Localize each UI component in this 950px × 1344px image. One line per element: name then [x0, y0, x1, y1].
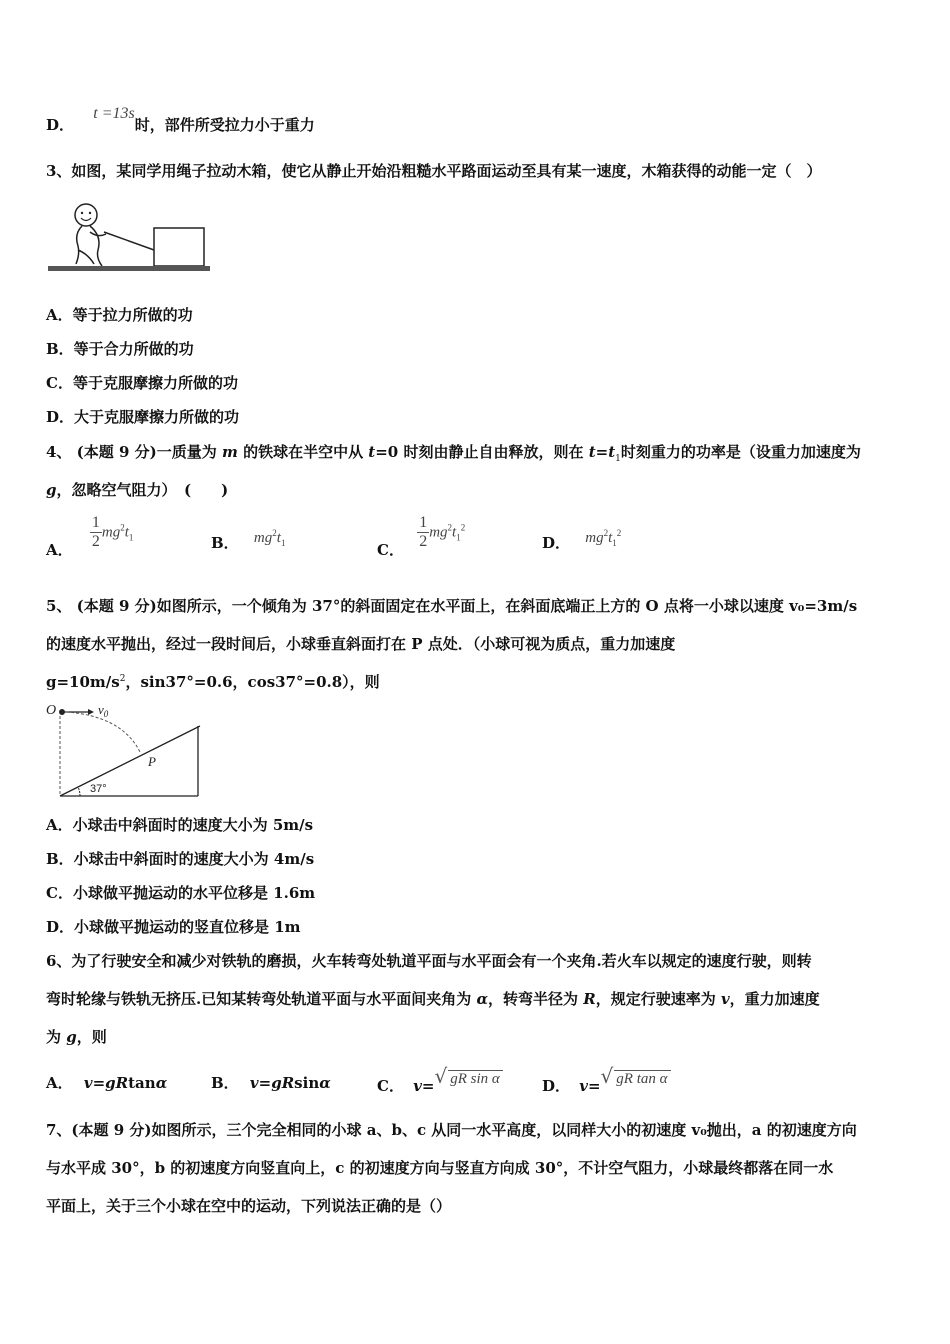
rope	[104, 232, 154, 250]
q7-stem-line1: 7、(本题 9 分)如图所示，三个完全相同的小球 a、b、c 从同一水平高度，以同样大小的初速度 v₀抛出，a 的初速度方向	[46, 1121, 857, 1139]
incline	[60, 728, 196, 796]
q6-option-c: C． v=√ gR sin α	[377, 1064, 503, 1088]
q3-stem: 3、如图，某同学用绳子拉动木箱，使它从静止开始沿粗糙水平路面运动至具有某一速度，木箱获得的动能一定（ ）	[46, 162, 822, 180]
q5-figure-incline-projectile	[44, 700, 204, 800]
q5-option-c: C．小球做平抛运动的水平位移是 1.6m	[46, 884, 316, 902]
q2-option-d: D． t =13s时，部件所受拉力小于重力	[46, 105, 315, 134]
person-body	[76, 226, 82, 264]
q5-option-b: B．小球击中斜面时的速度大小为 4m/s	[46, 850, 315, 868]
q6-stem-line2: 弯时轮缘与铁轨无挤压.已知某转弯处轨道平面与水平面间夹角为 α，转弯半径为 R，规定行驶速率为 v，重力加速度	[46, 990, 820, 1008]
q7-stem-line3: 平面上，关于三个小球在空中的运动，下列说法正确的是（）	[46, 1197, 452, 1215]
q5-stem-line3: $g=10m/s^2$，sin37°=0.6，cos37°=0.8），则	[46, 673, 380, 691]
q4-stem-line1: 4、 (本题 9 分)一质量为 m 的铁球在半空中从 t=0 时刻由静止自由释放，则在 $t=t_1$时刻重力的功率是（设重力加速度为	[46, 443, 861, 464]
q4-option-c-fraction: $\frac{1}{2}$	[419, 514, 428, 550]
q5-stem-line2: 的速度水平抛出，经过一段时间后，小球垂直斜面打在 P 点处．（小球可视为质点，重力加速度	[46, 635, 676, 653]
ground	[48, 266, 210, 271]
q6-option-a: A． v=gRtanα	[46, 1074, 168, 1092]
q4-option-c: C． $\frac{1}{2}$ $mg^2t_1^2$	[377, 514, 466, 559]
angle-label: 37°	[90, 783, 107, 795]
q5-option-d: D．小球做平抛运动的竖直位移是 1m	[46, 918, 301, 936]
q6-option-b: B． v=gRsinα	[211, 1074, 331, 1092]
q7-stem-line2: 与水平成 30°，b 的初速度方向竖直向上，c 的初速度方向与竖直方向成 30°，不计空气阻力，小球最终都落在同一水	[46, 1159, 834, 1177]
v0-label: $v_0$	[98, 702, 109, 719]
q3-option-b: B．等于合力所做的功	[46, 340, 194, 358]
q6-stem-line1: 6、为了行驶安全和减少对铁轨的磨损，火车转弯处轨道平面与水平面会有一个夹角.若火车以规定的速度行驶，则转	[46, 952, 812, 970]
q6-stem-line3: 为 g，则	[46, 1028, 107, 1046]
q4-stem-line2: g，忽略空气阻力） ( )	[46, 481, 229, 499]
q2-option-d-math: t =13s	[93, 105, 135, 122]
q5-stem-line1: 5、 (本题 9 分)如图所示，一个倾角为 37°的斜面固定在水平面上，在斜面底端正上方的 O 点将一小球以速度 v₀=3m/s	[46, 597, 858, 615]
q4-option-a-fraction: $\frac{1}{2}$	[91, 514, 100, 550]
q6-option-c-root: gR sin α	[448, 1070, 503, 1088]
q4-option-d: D． $mg^2t_1^2$	[542, 528, 622, 552]
q6-option-d: D． v=√ gR tan α	[542, 1064, 671, 1088]
q3-figure-person-pulling-box	[46, 198, 212, 276]
person-head	[75, 204, 97, 226]
ball	[59, 709, 65, 715]
point-p-label: P	[148, 754, 156, 769]
q4-option-a: A． $\frac{1}{2}$ $mg^2t_1$	[46, 514, 134, 559]
point-o-label: O	[46, 703, 57, 718]
box	[154, 228, 204, 266]
q3-option-a: A．等于拉力所做的功	[46, 306, 193, 324]
q3-option-d: D．大于克服摩擦力所做的功	[46, 408, 240, 426]
q6-option-d-root: gR tan α	[614, 1070, 670, 1088]
q4-option-b: B． $mg^2t_1$	[211, 528, 286, 552]
q5-option-a: A．小球击中斜面时的速度大小为 5m/s	[46, 816, 314, 834]
q3-option-c: C．等于克服摩擦力所做的功	[46, 374, 238, 392]
